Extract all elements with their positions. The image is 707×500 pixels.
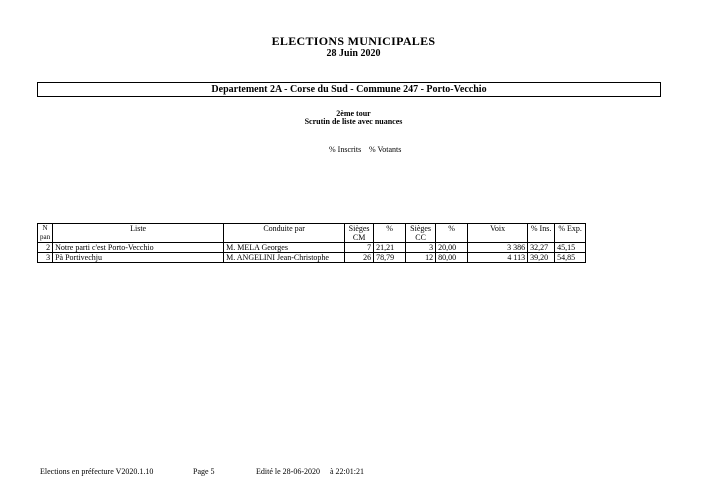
scrutin-label: Scrutin de liste avec nuances bbox=[304, 117, 403, 126]
row-voix: 4 113 bbox=[468, 253, 528, 263]
row-sieges-cc: 3 bbox=[406, 243, 436, 253]
table-row bbox=[38, 243, 586, 253]
row-conduite: M. ANGELINI Jean-Christophe bbox=[224, 253, 345, 263]
row-liste: Pà Portivechju bbox=[53, 253, 224, 263]
row-sieges-cm: 26 bbox=[345, 253, 374, 263]
row-pct-cc: 20,00 bbox=[436, 243, 468, 253]
col-conduite-header: Conduite par bbox=[224, 224, 345, 243]
row-sieges-cc: 12 bbox=[406, 253, 436, 263]
page-title: ELECTIONS MUNICIPALES bbox=[271, 34, 436, 48]
table-header-row bbox=[38, 224, 586, 243]
footer-page: Page 5 bbox=[193, 467, 215, 476]
row-pct-cm: 78,79 bbox=[374, 253, 406, 263]
footer-edited: Edité le 28-06-2020 bbox=[256, 467, 320, 476]
col-sieges-cm-header bbox=[345, 224, 374, 243]
col-pct-cc-header: % bbox=[436, 224, 468, 243]
col-liste-header: Liste bbox=[53, 224, 224, 243]
col-pan-label: pan bbox=[40, 233, 51, 241]
col-cm-label: CM bbox=[352, 233, 366, 242]
election-date: 28 Juin 2020 bbox=[326, 48, 381, 59]
row-pct-ins: 32,27 bbox=[528, 243, 555, 253]
row-pct-ins: 39,20 bbox=[528, 253, 555, 263]
col-sieges-cc-label: Sièges bbox=[410, 224, 432, 233]
col-n-label: N bbox=[42, 224, 48, 232]
row-n: 2 bbox=[38, 243, 53, 253]
row-pct-exp: 45,15 bbox=[555, 243, 586, 253]
footer-time: à 22:01:21 bbox=[330, 467, 364, 476]
col-pct-ins-header: % Ins. bbox=[528, 224, 555, 243]
stats-col-votants: % Votants bbox=[369, 145, 402, 154]
row-pct-cc: 80,00 bbox=[436, 253, 468, 263]
row-liste: Notre parti c'est Porto-Vecchio bbox=[53, 243, 224, 253]
table-row bbox=[38, 253, 586, 263]
results-table bbox=[37, 223, 586, 263]
col-cc-label: CC bbox=[415, 233, 426, 242]
row-conduite: M. MELA Georges bbox=[224, 243, 345, 253]
row-sieges-cm: 7 bbox=[345, 243, 374, 253]
row-voix: 3 386 bbox=[468, 243, 528, 253]
department-line: Departement 2A - Corse du Sud - Commune 247 - Porto-Vecchio bbox=[37, 82, 661, 97]
col-pct-cm-header: % bbox=[374, 224, 406, 243]
row-n: 3 bbox=[38, 253, 53, 263]
tour-label: 2ème tour bbox=[336, 109, 371, 118]
footer-software: Elections en préfecture V2020.1.10 bbox=[40, 467, 154, 476]
col-n-header bbox=[38, 224, 53, 243]
col-sieges-cm-label: Sièges bbox=[348, 224, 370, 233]
stats-col-inscrits: % Inscrits bbox=[329, 145, 362, 154]
row-pct-exp: 54,85 bbox=[555, 253, 586, 263]
col-voix-header: Voix bbox=[468, 224, 528, 243]
row-pct-cm: 21,21 bbox=[374, 243, 406, 253]
col-sieges-cc-header bbox=[406, 224, 436, 243]
col-pct-exp-header: % Exp. bbox=[555, 224, 586, 243]
